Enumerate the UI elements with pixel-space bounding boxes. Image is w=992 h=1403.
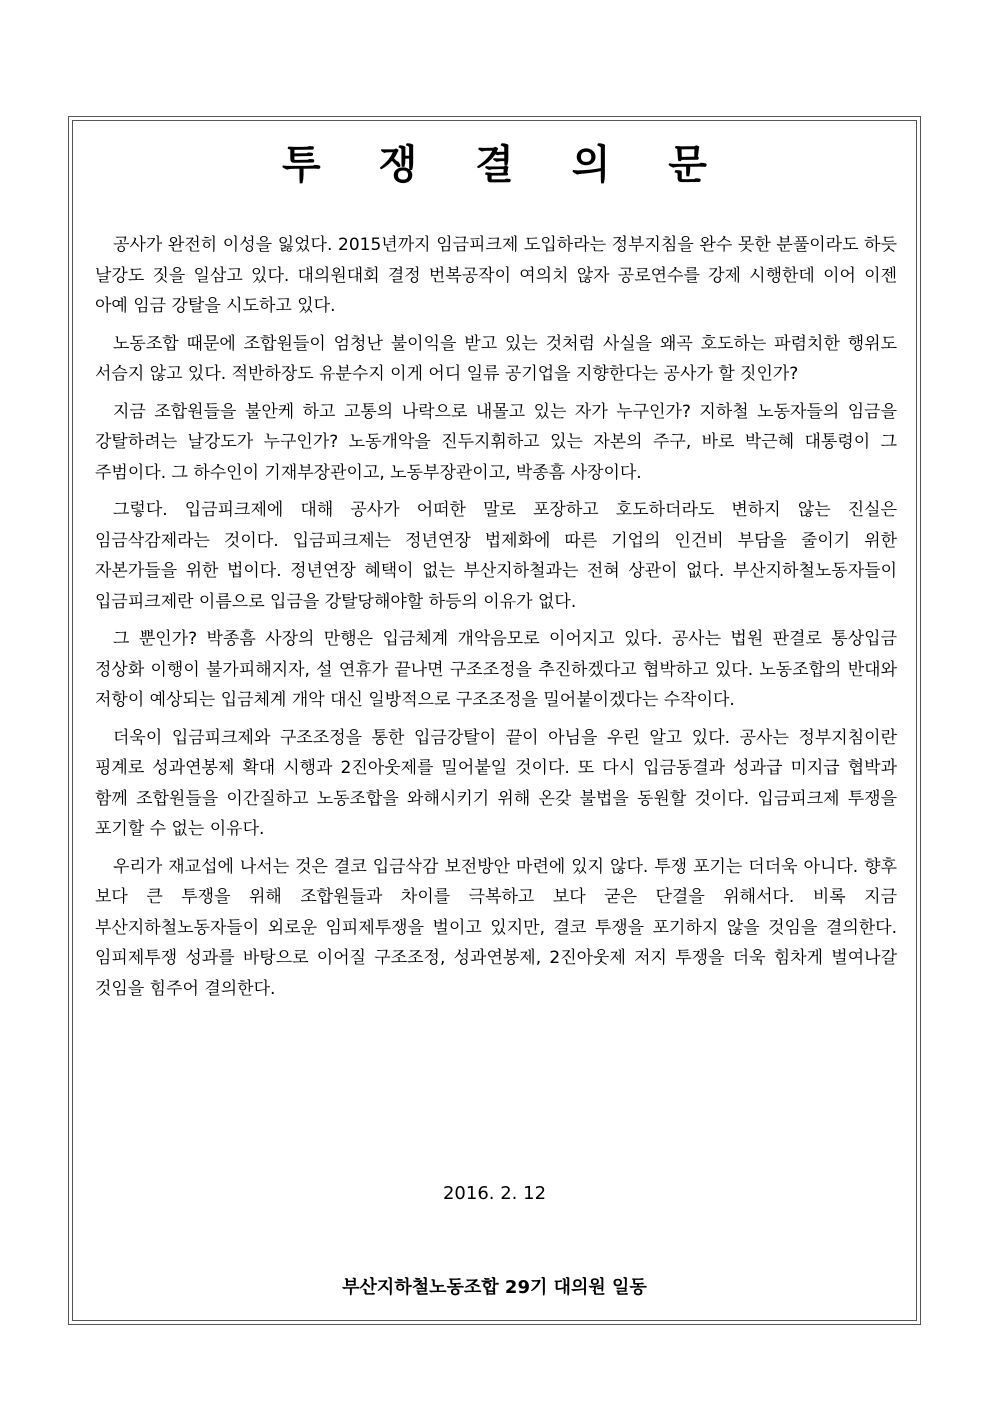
document-signature: 부산지하철노동조합 29기 대의원 일동 (342, 1277, 647, 1298)
paragraph-3: 지금 조합원들을 불안케 하고 고통의 나락으로 내몰고 있는 자가 누구인가? 지하철 노동자들의 임금을 강탈하려는 날강도가 누구인가? 노동개악을 진두지휘하고 있는 자본의 주구, 바로 박근혜 대통령이 그 주범이다. 그 하수인이 기재부장관이고, 노동부장관이고, 박종흠 사장이다. (95, 401, 897, 483)
document-body (95, 230, 897, 1011)
paragraph-1: 공사가 완전히 이성을 잃었다. 2015년까지 임금피크제 도입하라는 정부지침을 완수 못한 분풀이라도 하듯 날강도 짓을 일삼고 있다. 대의원대회 결정 번복공작이 여의치 않자 공로연수를 강제 시행한데 이어 이젠 아예 임금 강탈을 시도하고 있다. (95, 235, 897, 316)
paragraph-7: 우리가 재교섭에 나서는 것은 결코 입금삭감 보전방안 마련에 있지 않다. 투쟁 포기는 더더욱 아니다. 향후 보다 큰 투쟁을 위해 조합원들과 차이를 극복하고 보다 굳은 단결을 위해서다. 비록 지금 부산지하철노동자들이 외로운 임피제투쟁을 벌이고 있지만, 결코 투쟁을 포기하지 않을 것임을 결의한다. 임피제투쟁 성과를 바탕으로 이어질 구조조정, 성과연봉제, 2진아웃제 저지 투쟁을 더욱 힘차게 벌여나갈 것임을 힘주어 결의한다. (95, 856, 897, 999)
paragraph-6: 더욱이 입금피크제와 구조조정을 통한 입금강탈이 끝이 아님을 우린 알고 있다. 공사는 정부지침이란 핑계로 성과연봉제 확대 시행과 2진아웃제를 밀어붙일 것이다. 또 다시 입금동결과 성과급 미지급 협박과 함께 조합원들을 이간질하고 노동조합을 와해시키기 위해 온갖 불법을 동원할 것이다. 입금피크제 투쟁을 포기할 수 없는 이유다. (95, 727, 897, 839)
paragraph-5: 그 뿐인가? 박종흠 사장의 만행은 입금체계 개악음모로 이어지고 있다. 공사는 법원 판결로 통상입금 정상화 이행이 불가피해지자, 설 연휴가 끝나면 구조조정을 추진하겠다고 협박하고 있다. 노동조합의 반대와 저항이 예상되는 입금체계 개악 대신 일방적으로 구조조정을 밀어붙이겠다는 수작이다. (95, 629, 897, 710)
document-date: 2016. 2. 12 (442, 1183, 547, 1204)
paragraph-4: 그렇다. 입금피크제에 대해 공사가 어떠한 말로 포장하고 호도하더라도 변하지 않는 진실은 임금삭감제라는 것이다. 입금피크제는 정년연장 법제화에 따른 기업의 인건비 부담을 줄이기 위한 자본가들을 위한 법이다. 정년연장 혜택이 없는 부산지하철과는 전혀 상관이 없다. 부산지하철노동자들이 입금피크제란 이름으로 입금을 강탈당해야할 하등의 이유가 없다. (95, 500, 897, 612)
paragraph-2: 노동조합 때문에 조합원들이 엄청난 불이익을 받고 있는 것처럼 사실을 왜곡 호도하는 파렴치한 행위도 서슴지 않고 있다. 적반하장도 유분수지 이게 어디 일류 공기업을 지향한다는 공사가 할 짓인가? (95, 333, 897, 384)
document-title: 투 쟁 결 의 문 (282, 142, 729, 188)
